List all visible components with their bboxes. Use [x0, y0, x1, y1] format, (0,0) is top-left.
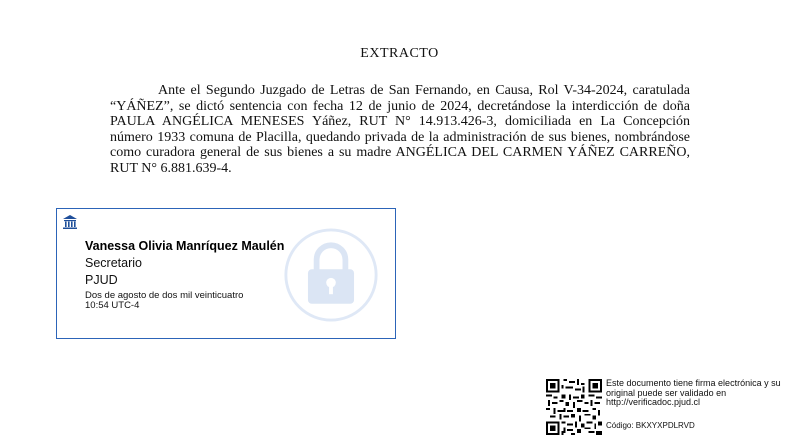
- courthouse-icon: [62, 214, 78, 230]
- signer-role: Secretario: [85, 256, 142, 270]
- signature-datetime: [85, 291, 243, 311]
- signature-card: [56, 208, 396, 339]
- document-title: EXTRACTO: [360, 46, 439, 61]
- signature-date: Dos de agosto de dos mil veinticuatro: [85, 290, 244, 301]
- signer-name: Vanessa Olivia Manríquez Maulén: [85, 239, 285, 253]
- signature-time: 10:54 UTC-4: [85, 300, 140, 311]
- document-body: Ante el Segundo Juzgado de Letras de San Fernando, en Causa, Rol V-34-2024, caratulada “YÁÑEZ”, se dictó sentencia con fecha 12 de junio de 2024, decretándose la interdicción de doña PAULA ANGÉLICA MENESES Yáñez, RUT N° 14.913.426-3, domiciliada en La Concepción número 1933 comuna de Placilla, quedando privada de la administración de sus bienes, nombrándose como curadora general de sus bienes a su madre ANGÉLICA DEL CARMEN YÁÑEZ CARREÑO, RUT N° 6.881.639-4.: [110, 83, 690, 176]
- qr-code: [546, 379, 602, 435]
- verification-code: Código: BKXYXPDLRVD: [606, 421, 695, 430]
- signer-organization: PJUD: [85, 273, 118, 287]
- lock-icon: [283, 227, 379, 323]
- verification-notice: Este documento tiene firma electrónica y su original puede ser validado en http://verificadoc.pjud.cl: [606, 378, 781, 407]
